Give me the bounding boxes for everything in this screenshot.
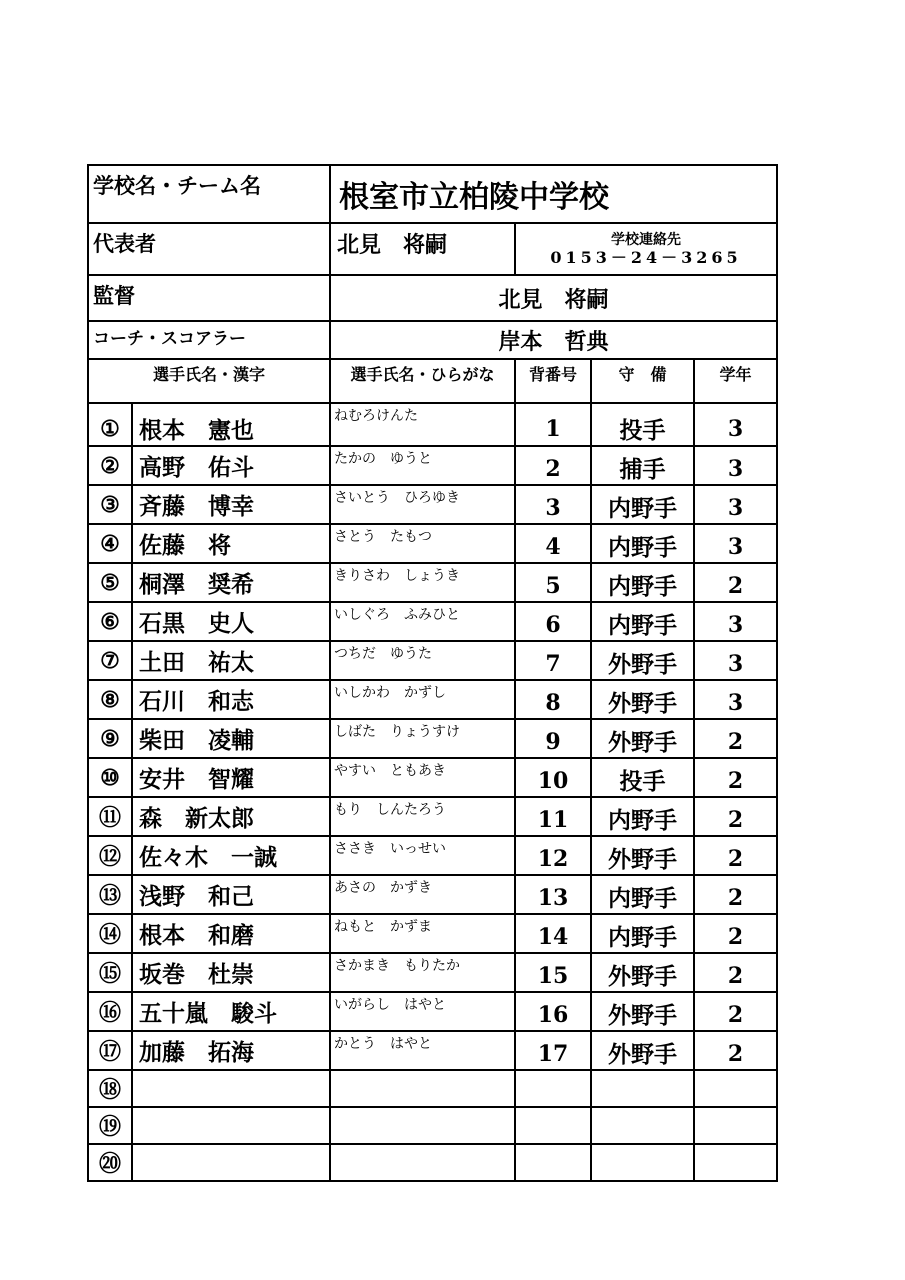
player-position: 外野手 xyxy=(591,953,694,992)
contact-tel: 0153－24－3265 xyxy=(550,248,742,267)
table-row xyxy=(88,719,777,758)
player-jersey: 8 xyxy=(515,680,591,719)
player-position: 捕手 xyxy=(591,446,694,485)
representative-label: 代表者 xyxy=(88,223,330,275)
player-position: 外野手 xyxy=(591,836,694,875)
player-jersey xyxy=(515,1107,591,1144)
player-name-kanji xyxy=(132,1070,330,1107)
player-number: ② xyxy=(88,446,132,485)
player-jersey: 4 xyxy=(515,524,591,563)
school-name: 根室市立柏陵中学校 xyxy=(330,165,777,223)
coach-row xyxy=(88,321,777,359)
player-name-kanji: 桐澤 奨希 xyxy=(132,563,330,602)
player-name-kanji: 高野 佑斗 xyxy=(132,446,330,485)
player-position: 投手 xyxy=(591,403,694,446)
player-grade: 3 xyxy=(694,680,777,719)
player-jersey: 13 xyxy=(515,875,591,914)
table-row xyxy=(88,1031,777,1070)
representative-name: 北見 将嗣 xyxy=(330,223,515,275)
table-row xyxy=(88,758,777,797)
player-jersey: 15 xyxy=(515,953,591,992)
player-number: ③ xyxy=(88,485,132,524)
col-header-jersey: 背番号 xyxy=(515,359,591,403)
player-number: ⑧ xyxy=(88,680,132,719)
player-jersey: 5 xyxy=(515,563,591,602)
player-jersey: 7 xyxy=(515,641,591,680)
player-jersey xyxy=(515,1070,591,1107)
player-position: 内野手 xyxy=(591,797,694,836)
manager-label: 監督 xyxy=(88,275,330,321)
player-name-kanji: 加藤 拓海 xyxy=(132,1031,330,1070)
player-name-kanji: 安井 智耀 xyxy=(132,758,330,797)
player-name-kana: ささき いっせい xyxy=(330,836,515,875)
player-jersey: 2 xyxy=(515,446,591,485)
player-jersey: 11 xyxy=(515,797,591,836)
player-jersey: 10 xyxy=(515,758,591,797)
table-row xyxy=(88,1144,777,1181)
player-name-kanji: 五十嵐 駿斗 xyxy=(132,992,330,1031)
player-position xyxy=(591,1070,694,1107)
player-jersey: 3 xyxy=(515,485,591,524)
col-header-kanji: 選手氏名・漢字 xyxy=(88,359,330,403)
player-position: 外野手 xyxy=(591,992,694,1031)
player-number: ⑪ xyxy=(88,797,132,836)
school-row xyxy=(88,165,777,223)
table-row xyxy=(88,446,777,485)
player-name-kanji: 根本 憲也 xyxy=(132,403,330,446)
table-row xyxy=(88,641,777,680)
player-name-kanji: 石川 和志 xyxy=(132,680,330,719)
player-name-kanji: 土田 祐太 xyxy=(132,641,330,680)
player-name-kanji xyxy=(132,1144,330,1181)
player-position: 内野手 xyxy=(591,875,694,914)
player-position: 外野手 xyxy=(591,680,694,719)
table-row xyxy=(88,563,777,602)
player-grade: 3 xyxy=(694,485,777,524)
col-header-kana: 選手氏名・ひらがな xyxy=(330,359,515,403)
table-row xyxy=(88,914,777,953)
table-row xyxy=(88,602,777,641)
player-name-kanji: 浅野 和己 xyxy=(132,875,330,914)
player-jersey: 12 xyxy=(515,836,591,875)
player-grade xyxy=(694,1144,777,1181)
col-header-grade: 学年 xyxy=(694,359,777,403)
player-position: 外野手 xyxy=(591,1031,694,1070)
player-name-kana: やすい ともあき xyxy=(330,758,515,797)
table-row xyxy=(88,875,777,914)
player-grade: 2 xyxy=(694,992,777,1031)
player-name-kanji: 佐藤 将 xyxy=(132,524,330,563)
contact-label: 学校連絡先 xyxy=(611,232,681,248)
table-row xyxy=(88,485,777,524)
col-header-position: 守 備 xyxy=(591,359,694,403)
table-row xyxy=(88,797,777,836)
player-position: 内野手 xyxy=(591,914,694,953)
player-name-kanji: 坂巻 杜崇 xyxy=(132,953,330,992)
player-grade: 3 xyxy=(694,524,777,563)
player-position: 内野手 xyxy=(591,563,694,602)
player-number: ⑥ xyxy=(88,602,132,641)
table-row xyxy=(88,680,777,719)
player-name-kanji: 根本 和磨 xyxy=(132,914,330,953)
player-name-kanji: 斉藤 博幸 xyxy=(132,485,330,524)
player-name-kana xyxy=(330,1070,515,1107)
player-grade: 2 xyxy=(694,875,777,914)
table-row xyxy=(88,992,777,1031)
player-grade: 3 xyxy=(694,403,777,446)
player-grade: 2 xyxy=(694,563,777,602)
player-number: ⑲ xyxy=(88,1107,132,1144)
player-grade: 2 xyxy=(694,797,777,836)
player-number: ⑦ xyxy=(88,641,132,680)
column-header-row xyxy=(88,359,777,403)
player-name-kana: もり しんたろう xyxy=(330,797,515,836)
coach-name: 岸本 哲典 xyxy=(330,321,777,359)
player-grade: 3 xyxy=(694,641,777,680)
player-jersey: 9 xyxy=(515,719,591,758)
player-rows xyxy=(88,403,777,1181)
manager-name: 北見 将嗣 xyxy=(330,275,777,321)
player-jersey: 1 xyxy=(515,403,591,446)
player-name-kana: いしかわ かずし xyxy=(330,680,515,719)
player-position: 内野手 xyxy=(591,602,694,641)
player-grade: 3 xyxy=(694,446,777,485)
player-number: ⑭ xyxy=(88,914,132,953)
school-label: 学校名・チーム名 xyxy=(88,165,330,223)
player-grade: 2 xyxy=(694,758,777,797)
player-number: ⑳ xyxy=(88,1144,132,1181)
player-name-kana: いがらし はやと xyxy=(330,992,515,1031)
player-grade xyxy=(694,1070,777,1107)
table-row xyxy=(88,836,777,875)
player-position: 投手 xyxy=(591,758,694,797)
player-name-kana: さいとう ひろゆき xyxy=(330,485,515,524)
player-name-kanji xyxy=(132,1107,330,1144)
player-position: 外野手 xyxy=(591,719,694,758)
player-number: ⑯ xyxy=(88,992,132,1031)
player-grade xyxy=(694,1107,777,1144)
representative-row xyxy=(88,223,777,275)
player-position xyxy=(591,1107,694,1144)
player-grade: 2 xyxy=(694,914,777,953)
player-number: ① xyxy=(88,403,132,446)
player-position: 内野手 xyxy=(591,485,694,524)
player-grade: 2 xyxy=(694,719,777,758)
player-number: ⑨ xyxy=(88,719,132,758)
player-number: ⑫ xyxy=(88,836,132,875)
player-grade: 2 xyxy=(694,953,777,992)
player-jersey: 17 xyxy=(515,1031,591,1070)
player-name-kana: さとう たもつ xyxy=(330,524,515,563)
player-number: ④ xyxy=(88,524,132,563)
player-name-kana: ねもと かずま xyxy=(330,914,515,953)
player-position: 外野手 xyxy=(591,641,694,680)
player-name-kana xyxy=(330,1107,515,1144)
school-contact xyxy=(515,223,777,275)
player-name-kana: ねむろけんた xyxy=(330,403,515,446)
coach-label: コーチ・スコアラー xyxy=(88,321,330,359)
player-grade: 2 xyxy=(694,1031,777,1070)
player-jersey xyxy=(515,1144,591,1181)
player-name-kana: たかの ゆうと xyxy=(330,446,515,485)
player-number: ⑤ xyxy=(88,563,132,602)
player-name-kana: かとう はやと xyxy=(330,1031,515,1070)
player-number: ⑩ xyxy=(88,758,132,797)
player-name-kanji: 柴田 凌輔 xyxy=(132,719,330,758)
player-name-kana: きりさわ しょうき xyxy=(330,563,515,602)
manager-row xyxy=(88,275,777,321)
player-number: ⑬ xyxy=(88,875,132,914)
table-row xyxy=(88,1070,777,1107)
player-name-kana: あさの かずき xyxy=(330,875,515,914)
player-number: ⑮ xyxy=(88,953,132,992)
player-jersey: 6 xyxy=(515,602,591,641)
player-name-kanji: 森 新太郎 xyxy=(132,797,330,836)
player-grade: 2 xyxy=(694,836,777,875)
player-jersey: 16 xyxy=(515,992,591,1031)
player-name-kana xyxy=(330,1144,515,1181)
table-row xyxy=(88,1107,777,1144)
table-row xyxy=(88,524,777,563)
table-row xyxy=(88,403,777,446)
player-position xyxy=(591,1144,694,1181)
player-position: 内野手 xyxy=(591,524,694,563)
player-name-kanji: 石黒 史人 xyxy=(132,602,330,641)
table-row xyxy=(88,953,777,992)
player-number: ⑰ xyxy=(88,1031,132,1070)
roster-table xyxy=(87,164,778,1182)
player-jersey: 14 xyxy=(515,914,591,953)
player-name-kana: さかまき もりたか xyxy=(330,953,515,992)
roster-sheet xyxy=(87,164,776,1182)
player-name-kana: しばた りょうすけ xyxy=(330,719,515,758)
player-name-kana: つちだ ゆうた xyxy=(330,641,515,680)
player-name-kana: いしぐろ ふみひと xyxy=(330,602,515,641)
player-number: ⑱ xyxy=(88,1070,132,1107)
player-name-kanji: 佐々木 一誠 xyxy=(132,836,330,875)
player-grade: 3 xyxy=(694,602,777,641)
